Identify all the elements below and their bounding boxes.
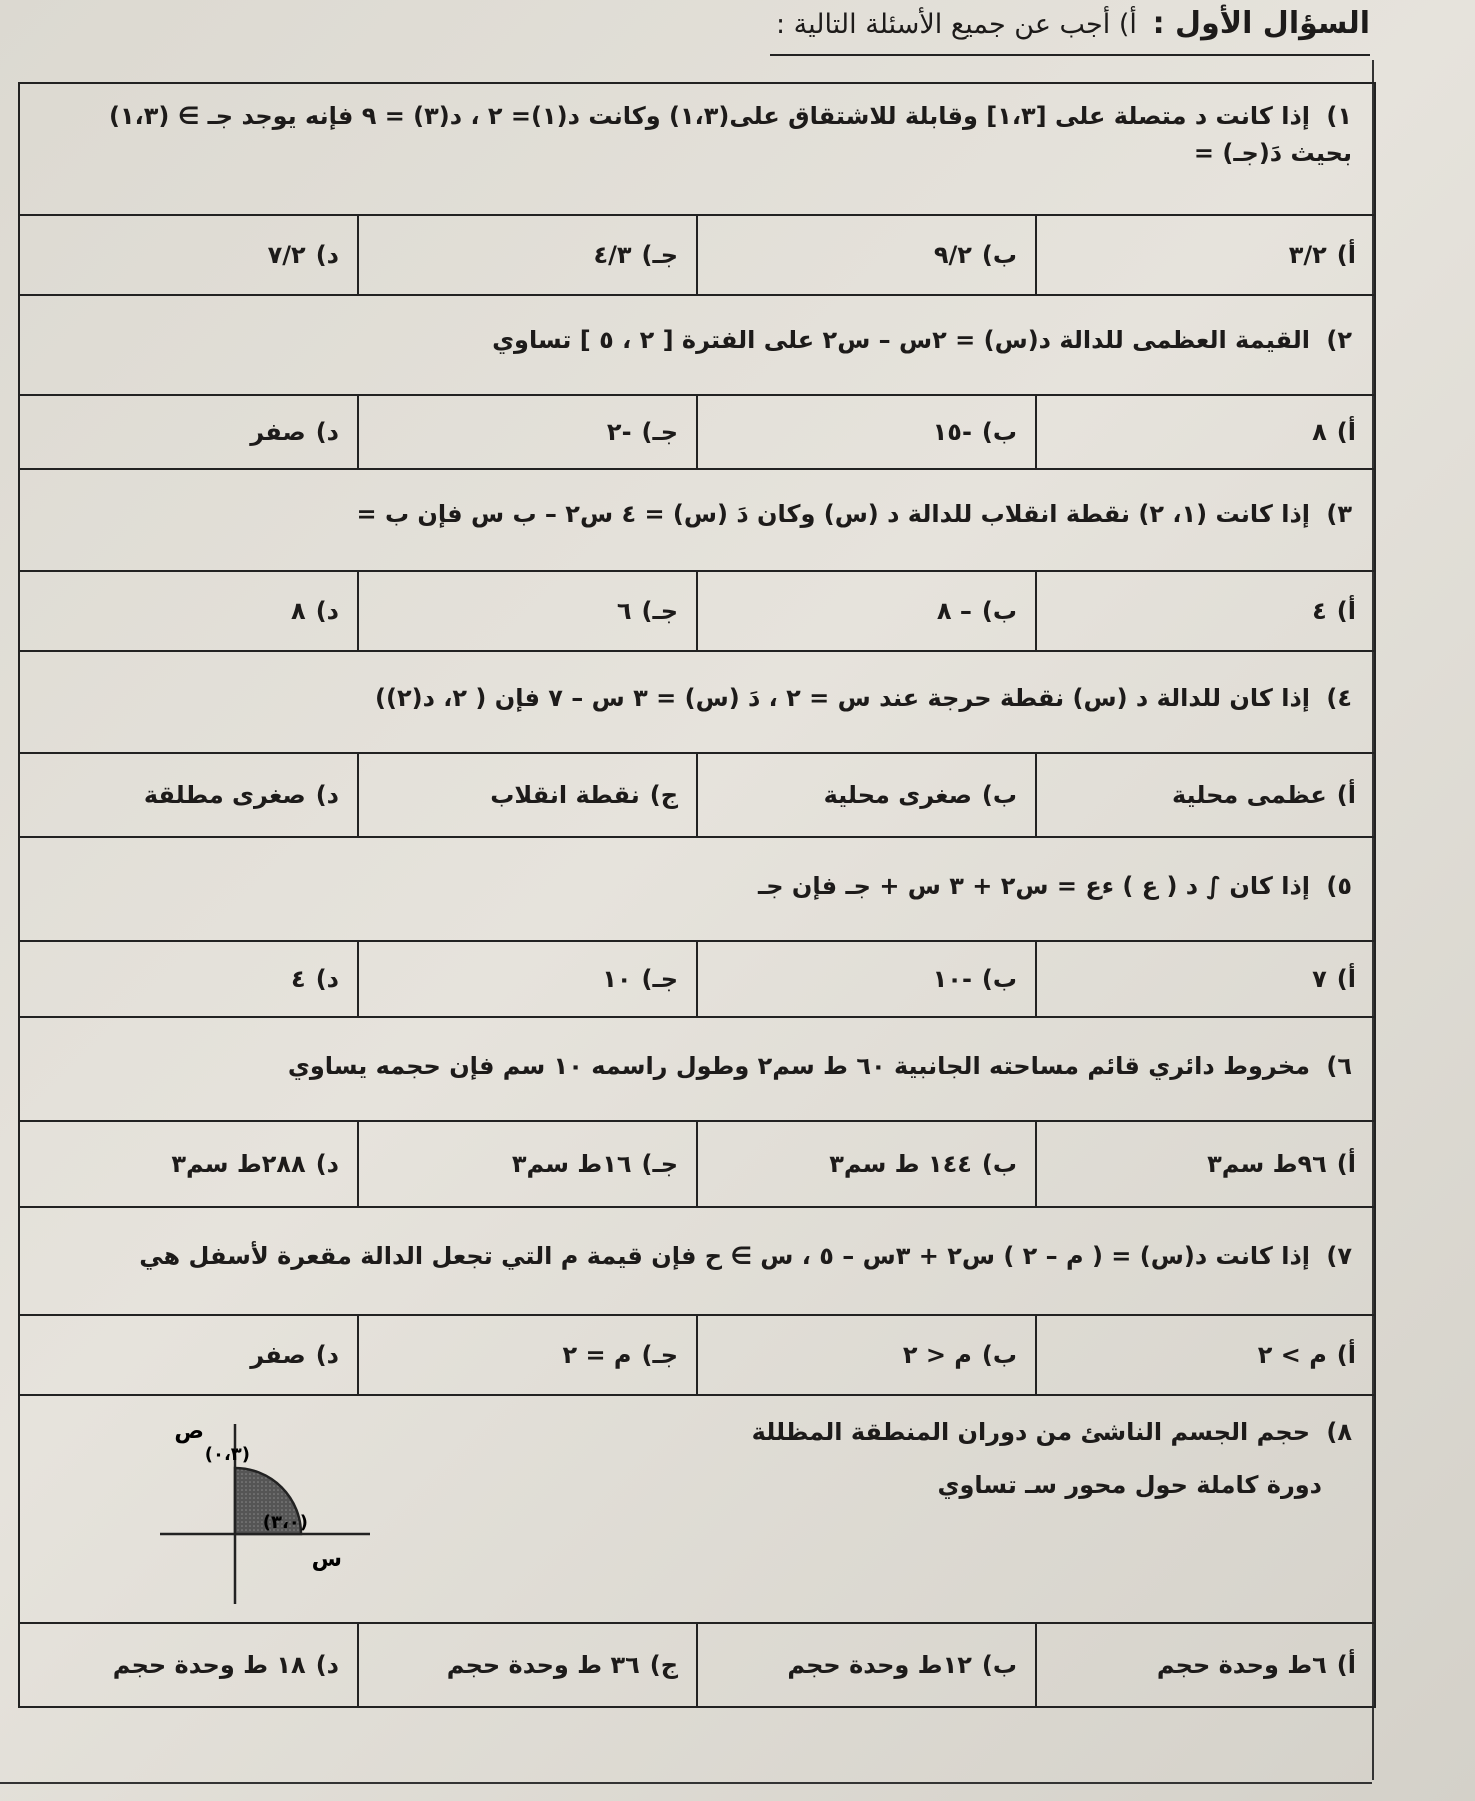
option-letter: د) xyxy=(315,1150,339,1178)
option-value: ٤ xyxy=(291,965,306,993)
question-3 xyxy=(20,470,1374,572)
option-value: ٩٦ط سم٣ xyxy=(1207,1150,1327,1178)
option-value: ٣/٢ xyxy=(1288,241,1327,269)
option-b[interactable] xyxy=(696,572,1035,650)
option-c[interactable] xyxy=(357,1316,696,1394)
options-row-1 xyxy=(20,216,1374,296)
option-letter: جـ) xyxy=(641,1341,678,1369)
option-letter: ب) xyxy=(981,241,1017,269)
option-letter: جـ) xyxy=(641,241,678,269)
option-letter: جـ) xyxy=(641,597,678,625)
quarter-circle-figure xyxy=(140,1404,440,1604)
question-7 xyxy=(20,1208,1374,1316)
option-value: ١٨ ط وحدة حجم xyxy=(112,1651,306,1679)
question-number: ٥) xyxy=(1326,872,1352,900)
question-number: ٧) xyxy=(1326,1242,1352,1270)
section-title: السؤال الأول : xyxy=(1152,6,1370,41)
option-value: ٣٦ ط وحدة حجم xyxy=(446,1651,640,1679)
question-number: ١) xyxy=(1326,102,1352,130)
option-value: صغرى مطلقة xyxy=(143,781,306,809)
option-a[interactable] xyxy=(1035,942,1374,1016)
x-axis-label: س xyxy=(311,1547,342,1572)
option-a[interactable] xyxy=(1035,396,1374,468)
exam-header xyxy=(770,6,1370,56)
question-text-block xyxy=(652,1414,1352,1504)
option-value: ٦ط وحدة حجم xyxy=(1156,1651,1327,1679)
option-letter: ج) xyxy=(649,781,678,809)
section-instruction: أ) أجب عن جميع الأسئلة التالية : xyxy=(776,9,1137,40)
question-number: ٢) xyxy=(1326,326,1352,354)
option-value: صغرى محلية xyxy=(823,781,972,809)
question-8 xyxy=(20,1396,1374,1624)
question-text-line2: دورة كاملة حول محور سـ تساوي xyxy=(937,1471,1322,1500)
option-value: -١٥ xyxy=(932,418,972,446)
option-b[interactable] xyxy=(696,396,1035,468)
option-letter: ب) xyxy=(981,781,1017,809)
option-d[interactable] xyxy=(20,754,357,836)
option-letter: ب) xyxy=(981,1150,1017,1178)
option-letter: د) xyxy=(315,597,339,625)
question-number: ٦) xyxy=(1326,1052,1352,1080)
option-value: ٩/٢ xyxy=(933,241,972,269)
option-c[interactable] xyxy=(357,1122,696,1206)
option-letter: أ) xyxy=(1336,241,1356,269)
option-b[interactable] xyxy=(696,1122,1035,1206)
options-row-2 xyxy=(20,396,1374,470)
question-text: إذا كان للدالة د (س) نقطة حرجة عند س = ٢ ، دَ (س) = ٣ س – ٧ فإن ( ٢، د(٢)) xyxy=(375,684,1311,712)
option-value: صفر xyxy=(250,418,306,446)
option-value: م = ٢ xyxy=(562,1341,632,1369)
option-d[interactable] xyxy=(20,942,357,1016)
option-c[interactable] xyxy=(357,216,696,294)
option-c[interactable] xyxy=(357,396,696,468)
option-value: نقطة انقلاب xyxy=(490,781,640,809)
option-letter: د) xyxy=(315,1651,339,1679)
option-letter: أ) xyxy=(1336,1150,1356,1178)
question-4 xyxy=(20,652,1374,754)
option-letter: د) xyxy=(315,418,339,446)
question-text: حجم الجسم الناشئ من دوران المنطقة المظللة xyxy=(751,1418,1311,1446)
option-value: م < ٢ xyxy=(902,1341,972,1369)
option-c[interactable] xyxy=(357,572,696,650)
option-value: صفر xyxy=(250,1341,306,1369)
option-letter: د) xyxy=(315,965,339,993)
option-value: ١٤٤ ط سم٣ xyxy=(829,1150,972,1178)
option-letter: أ) xyxy=(1336,1651,1356,1679)
option-d[interactable] xyxy=(20,216,357,294)
bottom-rule xyxy=(0,1782,1372,1784)
option-d[interactable] xyxy=(20,1624,357,1706)
y-axis-label: ص xyxy=(174,1419,204,1444)
option-a[interactable] xyxy=(1035,1624,1374,1706)
option-value: -١٠ xyxy=(932,965,972,993)
option-a[interactable] xyxy=(1035,216,1374,294)
option-value: ٨ xyxy=(1312,418,1327,446)
option-value: ١٢ط وحدة حجم xyxy=(787,1651,972,1679)
option-c[interactable] xyxy=(357,942,696,1016)
point-top-label: (٠،٣) xyxy=(204,1444,250,1465)
option-b[interactable] xyxy=(696,216,1035,294)
option-letter: أ) xyxy=(1336,597,1356,625)
option-value: ١٠ xyxy=(602,965,632,993)
option-letter: ب) xyxy=(981,597,1017,625)
point-right-label: (٣،٠) xyxy=(262,1512,308,1533)
options-row-3 xyxy=(20,572,1374,652)
question-number: ٤) xyxy=(1326,684,1352,712)
option-value: ٢٨٨ط سم٣ xyxy=(171,1150,306,1178)
option-letter: ب) xyxy=(981,1341,1017,1369)
question-text: القيمة العظمى للدالة د(س) = ٢س – س٢ على الفترة [ ٢ ، ٥ ] تساوي xyxy=(492,326,1311,354)
option-letter: جـ) xyxy=(641,418,678,446)
option-letter: أ) xyxy=(1336,1341,1356,1369)
question-text: مخروط دائري قائم مساحته الجانبية ٦٠ ط سم٢ وطول راسمه ١٠ سم فإن حجمه يساوي xyxy=(287,1052,1311,1080)
option-b[interactable] xyxy=(696,942,1035,1016)
option-b[interactable] xyxy=(696,1624,1035,1706)
question-5 xyxy=(20,838,1374,942)
option-a[interactable] xyxy=(1035,754,1374,836)
options-row-7 xyxy=(20,1316,1374,1396)
option-b[interactable] xyxy=(696,1316,1035,1394)
option-value: ١٦ط سم٣ xyxy=(511,1150,632,1178)
option-c[interactable] xyxy=(357,1624,696,1706)
option-letter: ب) xyxy=(981,418,1017,446)
question-number: ٣) xyxy=(1326,500,1352,528)
options-row-4 xyxy=(20,754,1374,838)
options-row-5 xyxy=(20,942,1374,1018)
option-value: ٤ xyxy=(1312,597,1327,625)
question-1 xyxy=(20,84,1374,216)
option-value: ٧ xyxy=(1312,965,1327,993)
option-a[interactable] xyxy=(1035,572,1374,650)
question-6 xyxy=(20,1018,1374,1122)
option-letter: أ) xyxy=(1336,965,1356,993)
option-letter: د) xyxy=(315,241,339,269)
option-a[interactable] xyxy=(1035,1316,1374,1394)
option-letter: ب) xyxy=(981,965,1017,993)
option-value: ٨ xyxy=(291,597,306,625)
option-value: م > ٢ xyxy=(1257,1341,1327,1369)
option-value: ٤/٣ xyxy=(593,241,632,269)
question-text: إذا كان ∫ د ( ع ) ءع = س٢ + ٣ س + جـ فإن جـ xyxy=(758,872,1311,900)
questions-table xyxy=(18,82,1376,1708)
option-letter: أ) xyxy=(1336,418,1356,446)
option-value: ٦ xyxy=(616,597,632,625)
option-d[interactable] xyxy=(20,396,357,468)
options-row-8 xyxy=(20,1624,1374,1708)
option-letter: د) xyxy=(315,781,339,809)
question-2 xyxy=(20,296,1374,396)
option-d[interactable] xyxy=(20,1316,357,1394)
option-letter: ب) xyxy=(981,1651,1017,1679)
option-value: ٧/٢ xyxy=(267,241,306,269)
option-letter: جـ) xyxy=(641,965,678,993)
option-c[interactable] xyxy=(357,754,696,836)
question-text: إذا كانت د(س) = ( م – ٢ ) س٢ + ٣س – ٥ ، س ∋ ح فإن قيمة م التي تجعل الدالة مقعرة لأسفل هي xyxy=(139,1242,1311,1270)
question-number: ٨) xyxy=(1326,1418,1352,1446)
option-a[interactable] xyxy=(1035,1122,1374,1206)
option-value: -٢ xyxy=(606,418,632,446)
option-letter: د) xyxy=(315,1341,339,1369)
option-value: عظمى محلية xyxy=(1171,781,1327,809)
option-letter: أ) xyxy=(1336,781,1356,809)
option-letter: ج) xyxy=(649,1651,678,1679)
options-row-6 xyxy=(20,1122,1374,1208)
option-b[interactable] xyxy=(696,754,1035,836)
option-d[interactable] xyxy=(20,1122,357,1206)
option-d[interactable] xyxy=(20,572,357,650)
option-letter: جـ) xyxy=(641,1150,678,1178)
question-text: إذا كانت (١، ٢) نقطة انقلاب للدالة د (س) وكان دَ (س) = ٤ س٢ – ب س فإن ب = xyxy=(356,500,1311,528)
question-text: إذا كانت د متصلة على [١،٣] وقابلة للاشتقاق على(١،٣) وكانت د(١)= ٢ ، د(٣) = ٩ فإنه يوجد جـ ∋ (١،٣) بحيث دَ(جـ) = xyxy=(109,102,1352,168)
option-value: – ٨ xyxy=(936,597,972,625)
